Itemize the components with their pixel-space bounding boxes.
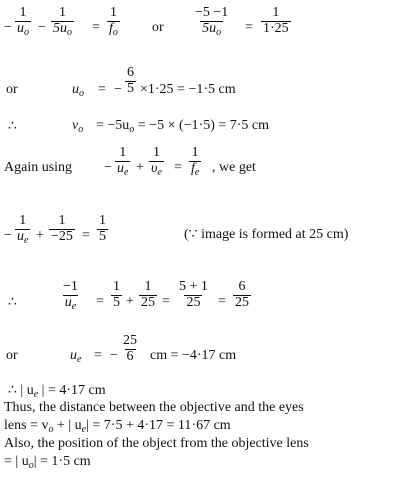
- var-uo: $u_o$: [72, 82, 84, 99]
- fraction-1-over-125: $\frac{1}{1\cdot 25}$: [263, 5, 289, 36]
- fraction-1-over-5uo: $\frac{1}{5u_o}$: [53, 5, 72, 38]
- text-line-11: Also, the position of the object from the objective lens: [4, 436, 309, 451]
- fraction-1-over-fo: $\frac{1}{f_o}$: [109, 5, 118, 38]
- text-line-9: Thus, the distance between the objective and the eyes: [4, 400, 304, 415]
- or-word: or: [152, 20, 164, 35]
- text-line-10: lens = $v_o$ + | $u_e| = 7\cdot 5 + 4\cdot 17 = 11\cdot 67$ cm: [4, 418, 231, 435]
- text-line-12: = | $u_o| = 1\cdot 5$ cm: [4, 454, 91, 471]
- fraction-minus6-over-5uo: $\frac{-5 -1}{5u_o}$: [195, 5, 229, 38]
- equation-line-8: ∴ | $u_e$ | = 4·17 cm: [8, 383, 106, 400]
- minus-sign: −: [4, 20, 12, 35]
- fraction-1-over-uo: $\frac{1}{u_o}$: [17, 5, 29, 38]
- fraction-6-over-5: $\frac{6}{5}$: [127, 65, 134, 96]
